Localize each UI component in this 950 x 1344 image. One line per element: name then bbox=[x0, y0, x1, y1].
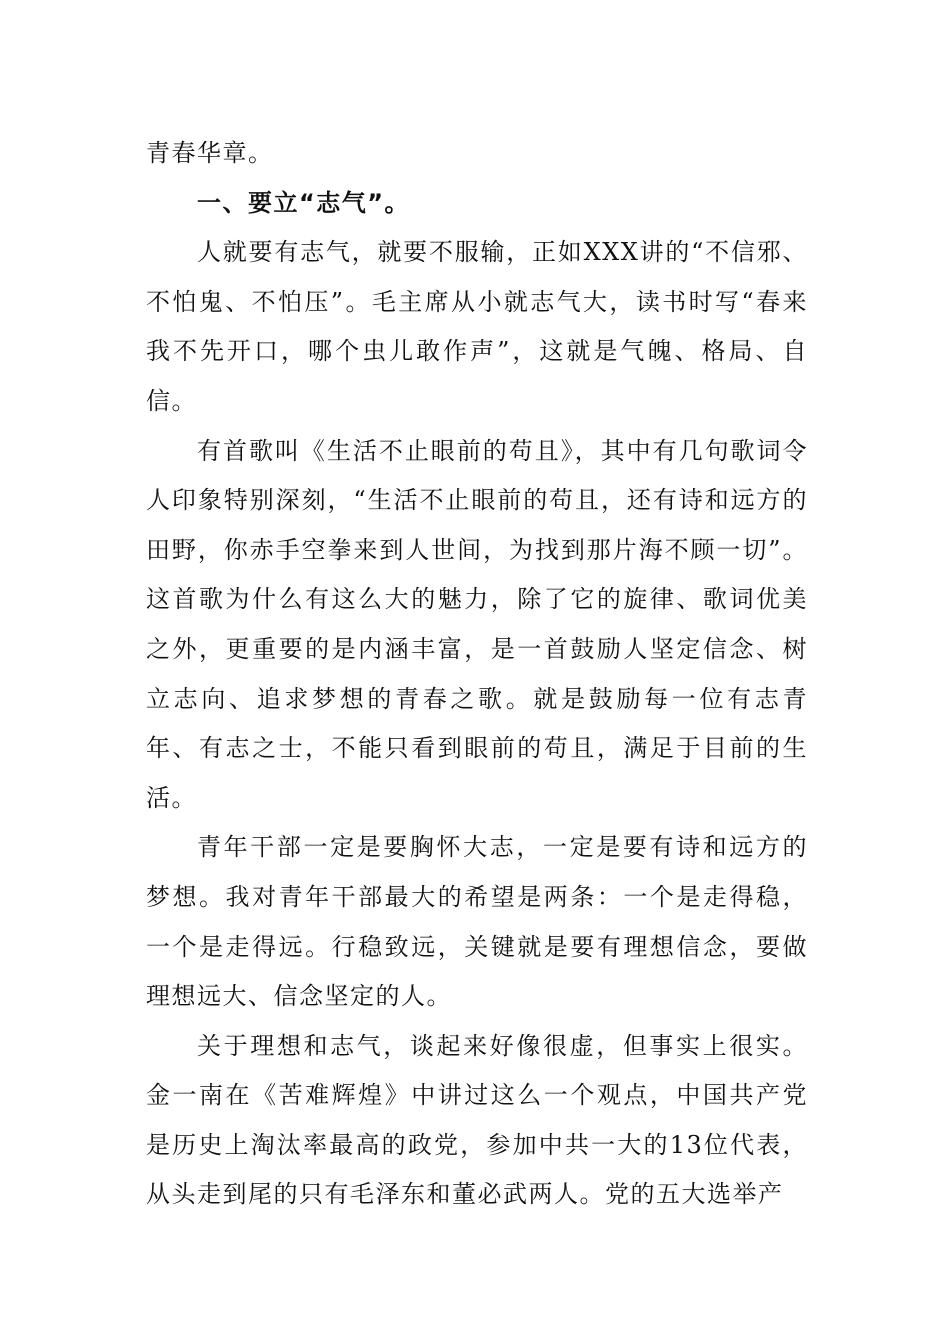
section-heading: 一、要立“志气”。 bbox=[197, 188, 411, 217]
continuation-paragraph: 青春华章。 bbox=[146, 139, 274, 167]
body-paragraph-3: 青年干部一定是要胸怀大志，一定是要有诗和远方的梦想。我对青年干部最大的希望是两条：一个是走得稳，一个是走得远。行稳致远，关键就是要有理想信念，要做理想远大、信念坚定的人。 bbox=[146, 833, 808, 1011]
body-paragraph-1: 人就要有志气，就要不服输，正如XXX讲的“不信邪、不怕鬼、不怕压”。毛主席从小就志气大，读书时写“春来我不先开口，哪个虫儿敢作声”，这就是气魄、格局、自信。 bbox=[146, 238, 808, 415]
body-paragraph-4: 关于理想和志气，谈起来好像很虚，但事实上很实。金一南在《苦难辉煌》中讲过这么一个观点，中国共产党是历史上淘汰率最高的政党，参加中共一大的13位代表，从头走到尾的只有毛泽东和董必武两人。党的五大选举产 bbox=[146, 1031, 808, 1209]
document-body bbox=[146, 129, 808, 1220]
body-paragraph-2: 有首歌叫《生活不止眼前的苟且》，其中有几句歌词令人印象特别深刻，“生活不止眼前的苟且，还有诗和远方的田野，你赤手空拳来到人世间，为找到那片海不顾一切”。这首歌为什么有这么大的魅力，除了它的旋律、歌词优美之外，更重要的是内涵丰富，是一首鼓励人坚定信念、树立志向、追求梦想的青春之歌。就是鼓励每一位有志青年、有志之士，不能只看到眼前的苟且，满足于目前的生活。 bbox=[146, 436, 808, 812]
